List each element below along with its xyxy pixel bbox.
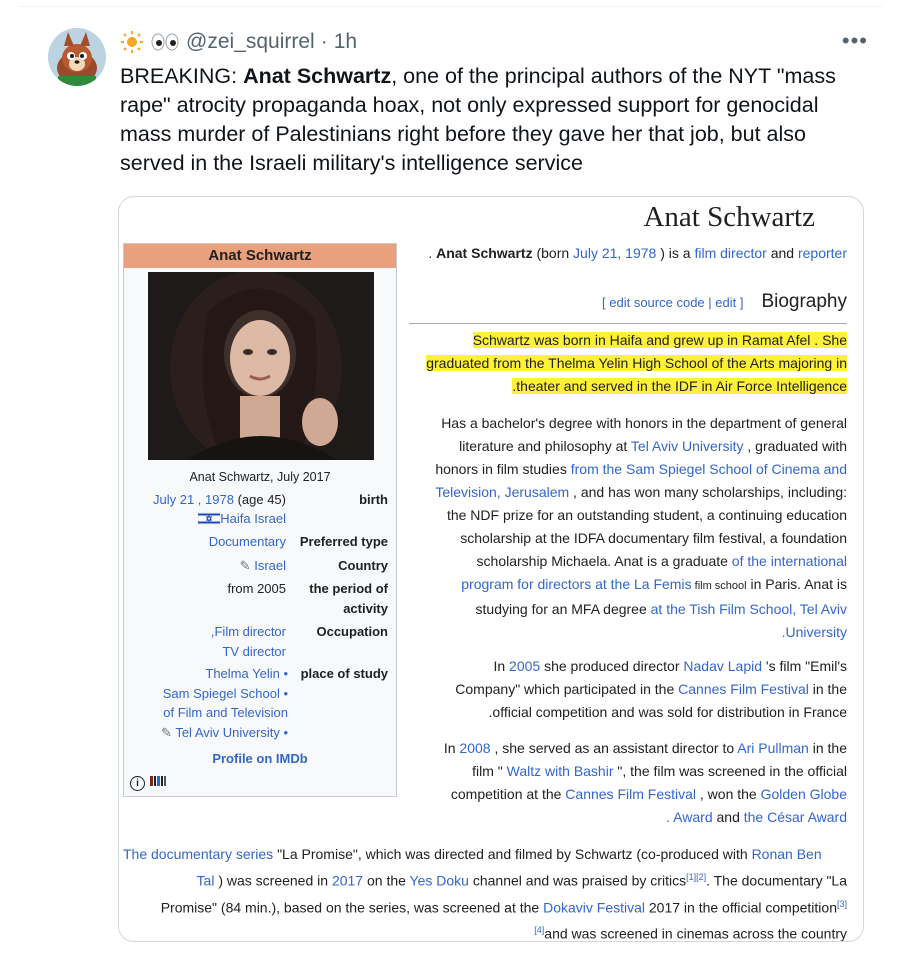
header-separator: · [320, 30, 328, 53]
highlight-line-1: Schwartz was born in Haifa and grew up in Ramat Afel . She [472, 332, 847, 348]
para3-l2b: in the [808, 681, 847, 697]
portrait-image [148, 272, 374, 460]
user-handle[interactable]: @zei_squirrel [186, 30, 315, 53]
para2-l3a: honors in film studies [435, 461, 571, 477]
section-divider [409, 323, 847, 324]
study-value [118, 664, 288, 742]
nadav-lapid-link[interactable]: Nadav Lapid [683, 658, 763, 674]
waltz-link[interactable]: Waltz with Bashir [506, 763, 614, 779]
section-title: Biography [761, 291, 847, 312]
para4-l4b: and [712, 809, 744, 825]
ari-pullman-link[interactable]: Ari Pullman [737, 740, 809, 756]
sun-emoji-icon [120, 30, 144, 54]
tel-aviv-university-link[interactable]: Tel Aviv University [630, 438, 744, 454]
period-label-line2: activity [343, 600, 388, 616]
cannes-link-2[interactable]: Cannes Film Festival [565, 786, 696, 802]
para4-l2a: film " [472, 763, 507, 779]
country-value [118, 556, 286, 576]
infobox-title: Anat Schwartz [124, 244, 396, 268]
highlight-line-2: graduated from the Thelma Yelin High School of the Arts majoring in [426, 355, 847, 371]
section-header [602, 291, 847, 313]
study-tau [118, 723, 288, 743]
tweet-text-prefix: BREAKING: [120, 64, 244, 88]
golden-globe-link[interactable]: Golden Globe [760, 786, 847, 802]
international-link[interactable]: of the international [731, 553, 847, 569]
para2-line9 [435, 598, 847, 621]
birth-place-link[interactable]: Haifa Israel [220, 511, 286, 526]
para5-line2 [123, 866, 847, 893]
education-paragraph [435, 412, 847, 644]
para5-l4b: and was screened in cinemas across the country [544, 925, 847, 942]
para2-l4b: , and has won many scholarships, including: [569, 484, 847, 500]
article-title: Anat Schwartz [643, 201, 815, 233]
imdb-row [124, 749, 396, 769]
occupation-tv-director[interactable]: TV director [222, 643, 286, 659]
portrait-photo [148, 272, 374, 460]
pref-value [118, 532, 286, 552]
university-link[interactable]: .University [781, 624, 847, 640]
para2-l7a: scholarship Michaela. Anat is a graduate [476, 553, 732, 569]
photo-caption: Anat Schwartz, July 2017 [189, 470, 331, 484]
para3-line1 [455, 655, 847, 678]
intro-name: Anat Schwartz [436, 245, 533, 261]
para2-line5: the NDF prize for an outstanding student, a continuing education [446, 507, 847, 523]
para2-line6: scholarship at the IDFA documentary film festival, a foundation [460, 530, 847, 546]
para3-l1a: In [493, 658, 510, 674]
para5-l3a: Promise" (84 min.), based on the series, was screened at the [160, 899, 544, 916]
country-label: Country [338, 558, 388, 573]
birth-place [118, 509, 286, 529]
citation-3[interactable]: [3] [836, 898, 847, 909]
country-link[interactable]: Israel [254, 558, 286, 573]
para4-line1 [444, 737, 847, 760]
para4-l3a: competition at the [450, 786, 566, 802]
tweet-text [120, 62, 870, 178]
la-femis-link[interactable]: program for directors at the La Femis [461, 576, 692, 592]
occupation-film-director[interactable]: ,Film director [210, 624, 286, 639]
para5-l3b: 2017 in the official competition [645, 899, 837, 916]
jerusalem-link[interactable]: Television, Jerusalem [435, 484, 570, 500]
tweet-header [120, 30, 357, 54]
tweet-text-rest: , one of the principal authors of the NYT "mass rape" atrocity propaganda hoax, not only expressed support for genocidal mass murder of Palestinians right before they gave her that job, but also served in the Israeli military's intelligence service [120, 64, 836, 175]
highlight-line-3: .theater and served in the IDF in Air Force Intelligence [512, 378, 847, 394]
para3-l1b: she produced director [540, 658, 684, 674]
para2-line7 [435, 550, 847, 573]
para4-l3b: , won the [696, 786, 761, 802]
avatar[interactable] [48, 28, 106, 86]
para2-l9a: studying for an MFA degree [475, 601, 651, 617]
cannes-link[interactable]: Cannes Film Festival [678, 681, 809, 697]
para2-line10 [435, 621, 847, 644]
tweet-text-bold: Anat Schwartz [243, 64, 392, 88]
infobox-footer [130, 772, 167, 792]
para5-line3 [123, 893, 847, 920]
tweet-time[interactable]: 1h [333, 30, 358, 53]
birth-age: (age 45) [233, 492, 286, 507]
para4-line3 [444, 783, 847, 806]
dokaviv-link[interactable]: Dokaviv Festival [543, 899, 645, 916]
award-link[interactable]: . Award [666, 809, 713, 825]
para5-line4 [123, 919, 847, 942]
barcode-icon[interactable] [149, 775, 167, 787]
eyes-emoji-icon [150, 32, 180, 52]
intro-date-link[interactable]: July 21, 1978 [573, 245, 657, 261]
imdb-link[interactable]: Profile on IMDb [212, 751, 308, 766]
intro-role1-link[interactable]: film director [694, 245, 767, 261]
para2-line8 [435, 573, 847, 598]
para5-l1b: "La Promise", which was directed and filmed by Schwartz (co-produced with [273, 846, 752, 862]
birth-label: birth [359, 492, 388, 507]
para5-l2c: channel and was praised by critics [468, 872, 687, 889]
year-2017-link[interactable]: 2017 [331, 872, 364, 889]
study-thelma-link[interactable]: Thelma Yelin • [205, 666, 288, 681]
para4-line2 [444, 760, 847, 783]
cesar-link[interactable]: the César Award [743, 809, 847, 825]
pencil-icon[interactable]: ✎ [161, 724, 172, 740]
squirrel-avatar-icon [48, 28, 106, 86]
para3-line2 [455, 678, 847, 701]
intro-born: (born [532, 245, 574, 261]
para4-l1a: In [443, 740, 460, 756]
study-spiegel-link[interactable]: Sam Spiegel School • [162, 685, 288, 701]
tal-link[interactable]: Tal [196, 872, 215, 889]
study-label: place of study [300, 666, 388, 681]
para5-line1 [123, 843, 847, 866]
edit-links[interactable]: [ edit source code | edit ] [602, 295, 744, 310]
para5-l2a: ) was screened in [214, 872, 332, 889]
period-value: from 2005 [227, 581, 286, 596]
article-intro [428, 245, 847, 261]
study-spiegel-2 [118, 703, 288, 723]
para4-l1c: in the [808, 740, 847, 756]
para4-l2b: ", the film was screened in the official [613, 763, 847, 779]
infobox [123, 243, 397, 797]
more-options-icon[interactable]: ••• [841, 28, 868, 53]
study-spiegel-link-2[interactable]: of Film and Television [163, 705, 288, 720]
ronan-link[interactable]: Ronan Ben [751, 846, 822, 862]
occupation-value [118, 622, 286, 661]
study-tau-link[interactable]: Tel Aviv University • [175, 724, 288, 740]
citation-1-2[interactable]: [1][2] [686, 872, 707, 882]
para5 [123, 843, 847, 942]
para4-line4 [444, 806, 847, 829]
year-2008-link[interactable]: 2008 [459, 740, 491, 756]
spiegel-link[interactable]: from the Sam Spiegel School of Cinema and [570, 461, 847, 477]
para3-l1c: 's film "Emil's [762, 658, 847, 674]
para2-l8small: film school [691, 580, 747, 592]
year-2005-link[interactable]: 2005 [509, 658, 541, 674]
pencil-icon[interactable]: ✎ [239, 558, 251, 573]
occupation-label: Occupation [316, 624, 388, 639]
para5-l2b: on the [363, 872, 410, 889]
study-thelma [118, 664, 288, 684]
para2-l2b: , graduated with [743, 438, 847, 454]
para2-line2 [435, 435, 847, 458]
para2-line4 [435, 481, 847, 504]
timeline-top-border [18, 0, 882, 7]
yes-doku-link[interactable]: Yes Doku [409, 872, 469, 889]
pref-label: Preferred type [299, 534, 388, 549]
highlight-paragraph [426, 329, 847, 398]
para2-l2a: literature and philosophy at [459, 438, 631, 454]
period-label-line1: the period of [309, 581, 388, 596]
intro-and: and [766, 245, 798, 261]
birth-date-link[interactable]: July 21 , 1978 [153, 492, 234, 507]
info-icon[interactable]: i [130, 776, 145, 791]
para2-l8b: in Paris. Anat is [746, 576, 847, 592]
tish-link[interactable]: at the Tish Film School, Tel Aviv [650, 601, 847, 617]
study-spiegel [118, 684, 288, 704]
para3-line3: .official competition and was sold for distribution in France [488, 704, 847, 720]
para4 [444, 737, 847, 829]
birth-value [118, 490, 286, 510]
intro-lead: . [428, 245, 437, 261]
attached-image[interactable] [118, 196, 864, 942]
para5-l2d: . The documentary "La [706, 872, 847, 889]
documentary-series-link[interactable]: The documentary series [123, 846, 274, 862]
citation-4[interactable]: [4] [534, 925, 545, 936]
documentary-link[interactable]: Documentary [208, 534, 286, 549]
israel-flag-icon [198, 512, 220, 525]
para2-line1: Has a bachelor's degree with honors in the department of general [441, 415, 847, 431]
para3 [455, 655, 847, 724]
intro-role2-link[interactable]: reporter [797, 245, 847, 261]
para4-l1b: , she served as an assistant director to [490, 740, 738, 756]
para3-l2a: Company" which participated in the [455, 681, 679, 697]
para2-line3 [435, 458, 847, 481]
period-label [288, 579, 388, 618]
intro-is: ) is a [656, 245, 695, 261]
